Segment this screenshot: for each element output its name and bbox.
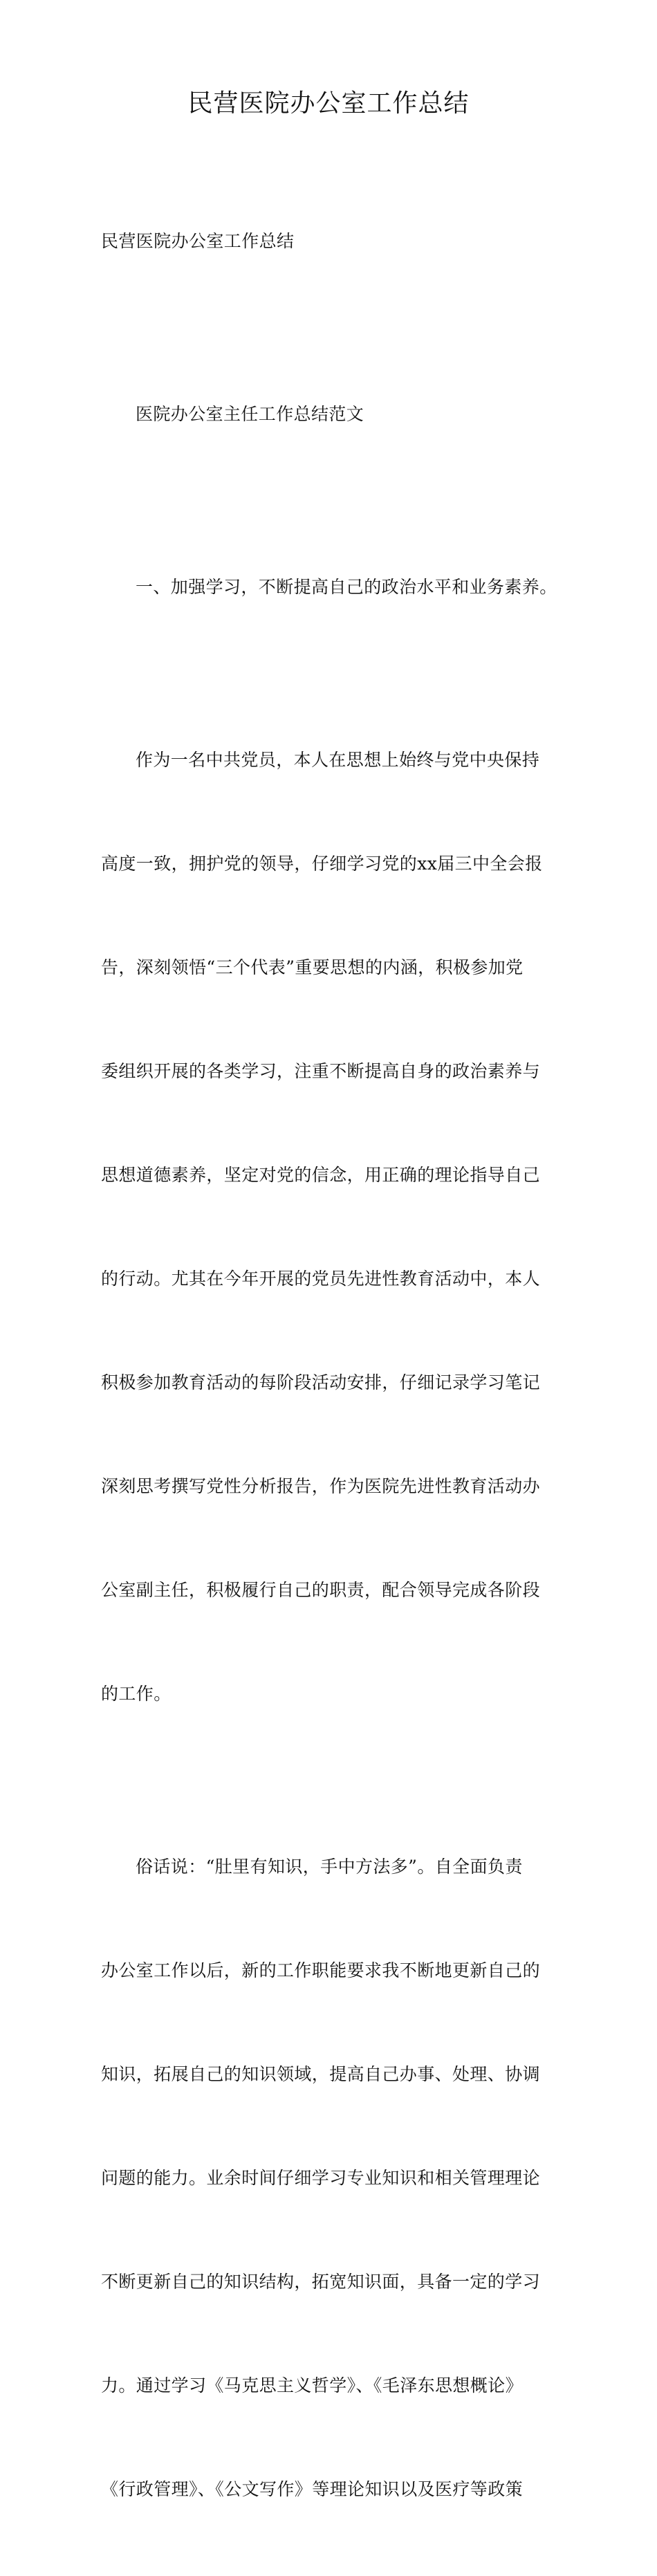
paragraph-line: 的行动。尤其在今年开展的党员先进性教育活动中，本人 bbox=[101, 1269, 541, 1289]
paragraph-line: 力。通过学习《马克思主义哲学》、《毛泽东思想概论》 bbox=[101, 2375, 524, 2395]
document-heading bbox=[101, 328, 557, 501]
paragraph-line: 思想道德素养，坚定对党的信念，用正确的理论指导自己 bbox=[101, 1165, 541, 1185]
paragraph-line: 的工作。 bbox=[101, 1684, 172, 1704]
paragraph-line: 公室副主任，积极履行自己的职责，配合领导完成各阶段 bbox=[101, 1580, 541, 1600]
paragraph-line: 委组织开展的各类学习，注重不断提高自身的政治素养与 bbox=[101, 1061, 541, 1081]
paragraph-1 bbox=[101, 674, 557, 1781]
paragraph-line: 深刻思考撰写党性分析报告，作为医院先进性教育活动办 bbox=[101, 1476, 541, 1496]
paragraph-line: 问题的能力。业余时间仔细学习专业知识和相关管理理论 bbox=[101, 2168, 541, 2188]
paragraph-line: 高度一致，拥护党的领导，仔细学习党的xx届三中全会报 bbox=[101, 854, 543, 874]
heading-line: 医院办公室主任工作总结范文 bbox=[136, 404, 364, 424]
paragraph-line: 告，深刻领悟“三个代表”重要思想的内涵，积极参加党 bbox=[101, 957, 524, 977]
paragraph-2 bbox=[101, 1781, 557, 2576]
paragraph-line: 不断更新自己的知识结构，拓宽知识面，具备一定的学习 bbox=[101, 2272, 541, 2292]
subtitle-line: 民营医院办公室工作总结 bbox=[101, 231, 295, 251]
paragraph-line: 积极参加教育活动的每阶段活动安排，仔细记录学习笔记 bbox=[101, 1372, 541, 1392]
document-subtitle bbox=[101, 155, 557, 328]
paragraph-line: 作为一名中共党员，本人在思想上始终与党中央保持 bbox=[136, 750, 540, 770]
section-heading-line: 一、加强学习，不断提高自己的政治水平和业务素养。 bbox=[136, 577, 557, 597]
document-title: 民营医院办公室工作总结 bbox=[187, 89, 470, 118]
paragraph-line: 知识，拓展自己的知识领域，提高自己办事、处理、协调 bbox=[101, 2064, 541, 2084]
document-body bbox=[101, 155, 557, 2576]
paragraph-line: 办公室工作以后，新的工作职能要求我不断地更新自己的 bbox=[101, 1960, 541, 1980]
paragraph-line: 《行政管理》、《公文写作》等理论知识以及医疗等政策 bbox=[101, 2479, 524, 2499]
section-1-heading bbox=[101, 501, 557, 674]
paragraph-line: 俗话说：“肚里有知识，手中方法多”。自全面负责 bbox=[136, 1857, 523, 1877]
